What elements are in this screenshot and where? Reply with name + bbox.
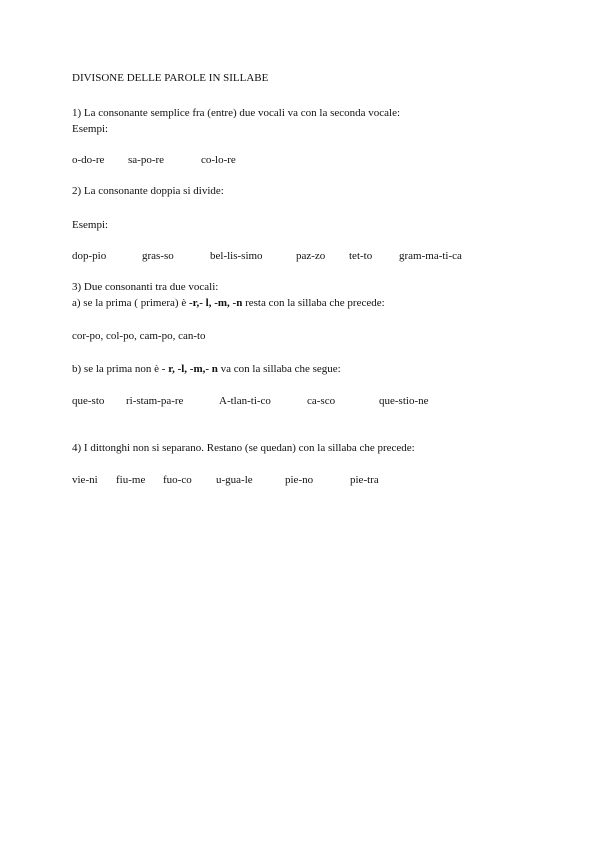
example-word: que-stio-ne [379, 395, 429, 407]
example-word: fiu-me [116, 474, 146, 486]
example-word: gras-so [142, 250, 174, 262]
example-word: dop-pio [72, 250, 107, 262]
example-word: gram-ma-ti-ca [399, 250, 462, 262]
example-word: A-tlan-ti-co [219, 395, 271, 407]
rule-2-heading: 2) La consonante doppia si divide: [72, 185, 224, 197]
document-title: DIVISONE DELLE PAROLE IN SILLABE [72, 72, 269, 84]
rule-2-examples-label: Esempi: [72, 219, 109, 231]
example-word: bel-lis-simo [210, 250, 263, 262]
example-word: fuo-co [163, 474, 192, 486]
rule-1-heading: 1) La consonante semplice fra (entre) due vocali va con la seconda vocale: [72, 107, 401, 119]
example-word: u-gua-le [216, 474, 253, 486]
rule-3a-text: a) se la prima ( primera) è -r,- l, -m, -n resta con la sillaba che precede: [72, 297, 385, 309]
example-word: co-lo-re [201, 154, 236, 166]
rule-3-heading: 3) Due consonanti tra due vocali: [72, 281, 219, 293]
example-word: sa-po-re [128, 154, 165, 166]
rule-3b-text: b) se la prima non è - r, -l, -m,- n va con la sillaba che segue: [72, 363, 341, 375]
example-word: tet-to [349, 250, 373, 262]
example-word: pie-no [285, 474, 314, 486]
rule-4-heading: 4) I dittonghi non si separano. Restano (se quedan) con la sillaba che precede: [72, 442, 415, 454]
example-word: que-sto [72, 395, 105, 407]
example-word: pie-tra [350, 474, 379, 486]
example-word: ri-stam-pa-re [126, 395, 184, 407]
example-word: vie-ni [72, 474, 98, 486]
example-word: ca-sco [307, 395, 336, 407]
example-word: paz-zo [296, 250, 326, 262]
rule-3a-examples: cor-po, col-po, cam-po, can-to [72, 330, 206, 342]
example-word: o-do-re [72, 154, 105, 166]
rule-1-examples-label: Esempi: [72, 123, 109, 135]
